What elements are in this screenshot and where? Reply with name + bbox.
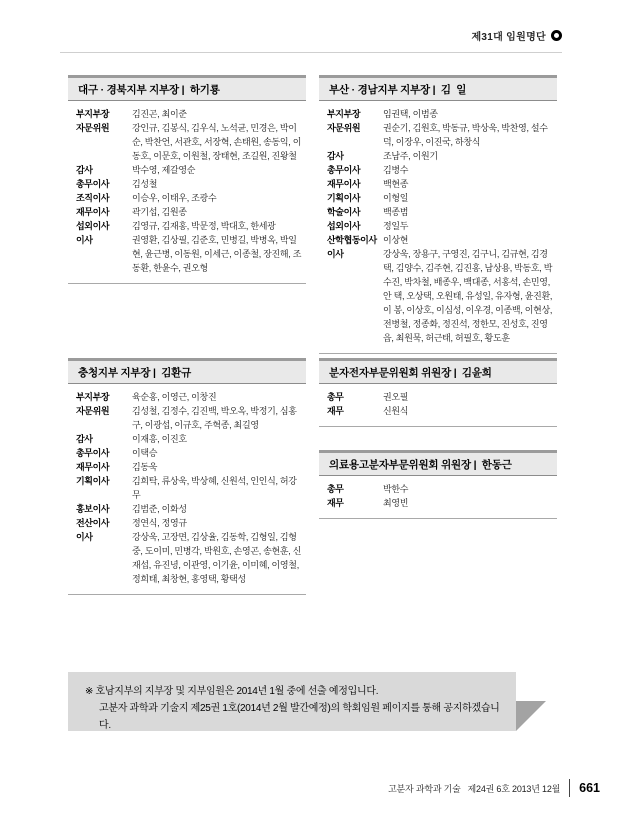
officer-role: 기획이사 <box>327 193 361 203</box>
section-title: 충청지부 지부장 | 김환규 <box>78 367 192 379</box>
officer-role: 섭외이사 <box>76 221 110 231</box>
officer-names: 임권택, 이범종 <box>383 109 438 119</box>
officer-names: 최영빈 <box>383 498 409 508</box>
notice-line-2: 고분자 과학과 기술지 제25권 1호(2014년 2월 발간예정)의 학회임원 페이지를 통해 공지하겠습니다. <box>99 703 500 731</box>
officer-names: 박한수 <box>383 484 409 494</box>
officer-columns <box>68 75 557 595</box>
officer-role: 총무 <box>327 484 344 494</box>
officer-names: 정일두 <box>383 221 409 231</box>
officer-role: 부지부장 <box>76 109 110 119</box>
officer-names: 조남주, 이원기 <box>383 151 438 161</box>
officer-names: 신원식 <box>383 406 409 416</box>
officer-role: 홍보이사 <box>76 504 110 514</box>
officer-names: 이택승 <box>132 448 158 458</box>
officer-names: 육순홍, 이영근, 이창진 <box>132 392 217 402</box>
officer-names: 이재흥, 이진호 <box>132 434 187 444</box>
officer-names: 곽기섭, 김원종 <box>132 207 187 217</box>
officer-names: 김희탁, 류상욱, 박상혜, 신원석, 인인식, 허강무 <box>132 476 297 500</box>
officer-names: 김병수 <box>383 165 409 175</box>
section-body <box>319 101 557 353</box>
officer-names: 권순기, 김원호, 박동규, 박상욱, 박찬영, 설수덕, 이장우, 이진국, 하창식 <box>383 123 548 147</box>
officer-role: 기획이사 <box>76 476 110 486</box>
right-column <box>319 75 557 519</box>
officer-names: 이상현 <box>383 235 409 245</box>
section-molecular-electronics <box>319 358 557 427</box>
section-header <box>319 78 557 101</box>
notice-line-1: ※ 호남지부의 지부장 및 지부임원은 2014년 1월 중에 선출 예정입니다. <box>85 686 379 697</box>
officer-row <box>327 482 553 496</box>
section-medical-polymer <box>319 450 557 519</box>
officer-role: 이사 <box>327 249 344 259</box>
notice-tail-triangle <box>516 701 546 731</box>
section-slot <box>319 358 557 450</box>
officer-names: 이형일 <box>383 193 409 203</box>
officer-role: 조직이사 <box>76 193 110 203</box>
officer-names: 김동욱 <box>132 462 158 472</box>
section-header <box>68 361 306 384</box>
officer-names: 강인규, 김봉식, 김우식, 노석균, 민경은, 박이순, 박찬언, 서관호, 서장혁, 손태원, 송동익, 이동호, 이문호, 이원철, 장태현, 조길원, 진왕철 <box>132 123 302 161</box>
officer-role: 재무 <box>327 498 344 508</box>
officer-row <box>76 502 302 516</box>
officer-role: 감사 <box>76 434 93 444</box>
section-body <box>68 384 306 594</box>
section-title: 대구 · 경북지부 지부장 | 하기룡 <box>78 84 220 96</box>
officer-names: 김진곤, 최이준 <box>132 109 187 119</box>
officer-row <box>327 390 553 404</box>
officer-row <box>76 233 302 275</box>
officer-names: 권영환, 김상필, 김준호, 민병길, 박병옥, 박일현, 윤근병, 이동원, 이세근, 이종철, 장진해, 조동환, 한윤수, 권오형 <box>132 235 302 273</box>
officer-role: 총무이사 <box>76 179 110 189</box>
officer-names: 백종범 <box>383 207 409 217</box>
notice-box <box>68 672 516 731</box>
section-body <box>68 101 306 283</box>
officer-names: 김영규, 김재홍, 박문정, 박대호, 한세광 <box>132 221 276 231</box>
officer-row <box>76 404 302 432</box>
officer-role: 감사 <box>327 151 344 161</box>
target-icon <box>551 30 562 41</box>
officer-role: 이사 <box>76 532 93 542</box>
section-busan-gyeongnam <box>319 75 557 354</box>
officer-role: 재무이사 <box>327 179 361 189</box>
officer-row <box>76 177 302 191</box>
officer-row <box>327 247 553 345</box>
section-slot <box>68 75 306 358</box>
officer-row <box>76 432 302 446</box>
officer-names: 강상욱, 장용구, 구영진, 김구니, 김규현, 김경택, 김양수, 김주현, 김진홍, 남상용, 박동호, 박수진, 박차철, 배종우, 백대종, 서홍석, 손민영, 안 택, 오상택, 오원태, 유성일, 유자형, 윤진환, 이 봉, 이상호, 이심성, 이우경, 이종백, 이현상, 전병철, 정종화, 정진석, 정한모, 진성호, 진영읍, 최원묵, 허근태, 허필호, 황도훈 <box>383 249 553 343</box>
officer-row <box>76 205 302 219</box>
page-footer <box>388 779 600 797</box>
section-slot <box>319 75 557 358</box>
left-column <box>68 75 306 595</box>
officer-row <box>76 474 302 502</box>
officer-row <box>327 107 553 121</box>
officer-role: 재무 <box>327 406 344 416</box>
officer-names: 정연식, 정영규 <box>132 518 187 528</box>
officer-row <box>76 460 302 474</box>
officer-role: 총무이사 <box>76 448 110 458</box>
officer-role: 부지부장 <box>327 109 361 119</box>
officer-role: 이사 <box>76 235 93 245</box>
officer-row <box>327 496 553 510</box>
officer-row <box>76 390 302 404</box>
officer-row <box>327 205 553 219</box>
section-daegu-gyeongbuk <box>68 75 306 284</box>
officer-role: 학술이사 <box>327 207 361 217</box>
officer-role: 재무이사 <box>76 207 110 217</box>
section-title: 부산 · 경남지부 지부장 | 김 일 <box>329 84 467 96</box>
officer-names: 김범준, 이화성 <box>132 504 187 514</box>
section-slot <box>68 358 306 595</box>
officer-role: 섭외이사 <box>327 221 361 231</box>
officer-names: 강상욱, 고장면, 김상율, 김동학, 김형일, 김형중, 도이미, 민병각, 박원호, 손영곤, 송현훈, 신재섭, 유진녕, 이관영, 이기윤, 이미혜, 이영철, 정희태, 최창현, 홍영택, 황택성 <box>132 532 302 584</box>
section-body <box>319 384 557 426</box>
section-header <box>319 453 557 476</box>
section-header <box>68 78 306 101</box>
page-header-label: 제31대 임원명단 <box>471 32 546 43</box>
officer-row <box>76 191 302 205</box>
officer-row <box>76 219 302 233</box>
officer-role: 자문위원 <box>76 123 110 133</box>
section-slot <box>319 450 557 519</box>
officer-names: 김성철 <box>132 179 158 189</box>
section-header <box>319 361 557 384</box>
officer-row <box>327 219 553 233</box>
officer-names: 권오필 <box>383 392 409 402</box>
officer-row <box>76 516 302 530</box>
officer-role: 부지부장 <box>76 392 110 402</box>
officer-row <box>327 121 553 149</box>
officer-names: 백현종 <box>383 179 409 189</box>
officer-names: 이승우, 이태우, 조광수 <box>132 193 217 203</box>
officer-row <box>327 177 553 191</box>
officer-row <box>76 107 302 121</box>
officer-role: 전산이사 <box>76 518 110 528</box>
section-chungcheong <box>68 358 306 595</box>
officer-row <box>327 404 553 418</box>
officer-row <box>76 530 302 586</box>
officer-role: 자문위원 <box>76 406 110 416</box>
officer-role: 자문위원 <box>327 123 361 133</box>
officer-row <box>327 163 553 177</box>
section-title: 분자전자부문위원회 위원장 | 김윤희 <box>329 367 492 379</box>
officer-row <box>76 446 302 460</box>
officer-names: 김성철, 김정수, 김진백, 박오옥, 박정기, 심홍구, 이광섭, 이규호, 주혁종, 최길영 <box>132 406 297 430</box>
officer-role: 감사 <box>76 165 93 175</box>
section-title: 의료용고분자부문위원회 위원장 | 한동근 <box>329 459 512 471</box>
section-body <box>319 476 557 518</box>
page-header <box>60 28 562 43</box>
officer-row <box>76 121 302 163</box>
officer-row <box>327 149 553 163</box>
officer-row <box>76 163 302 177</box>
journal-title: 고분자 과학과 기술 제24권 6호 2013년 12월 <box>388 783 561 794</box>
officer-role: 총무 <box>327 392 344 402</box>
officer-names: 박수영, 제갈영순 <box>132 165 196 175</box>
officer-role: 재무이사 <box>76 462 110 472</box>
officer-role: 총무이사 <box>327 165 361 175</box>
officer-row <box>327 233 553 247</box>
footer-divider <box>569 779 570 797</box>
header-rule <box>60 52 562 53</box>
page-number: 661 <box>579 781 600 795</box>
officer-row <box>327 191 553 205</box>
officer-role: 산학협동이사 <box>327 235 377 245</box>
